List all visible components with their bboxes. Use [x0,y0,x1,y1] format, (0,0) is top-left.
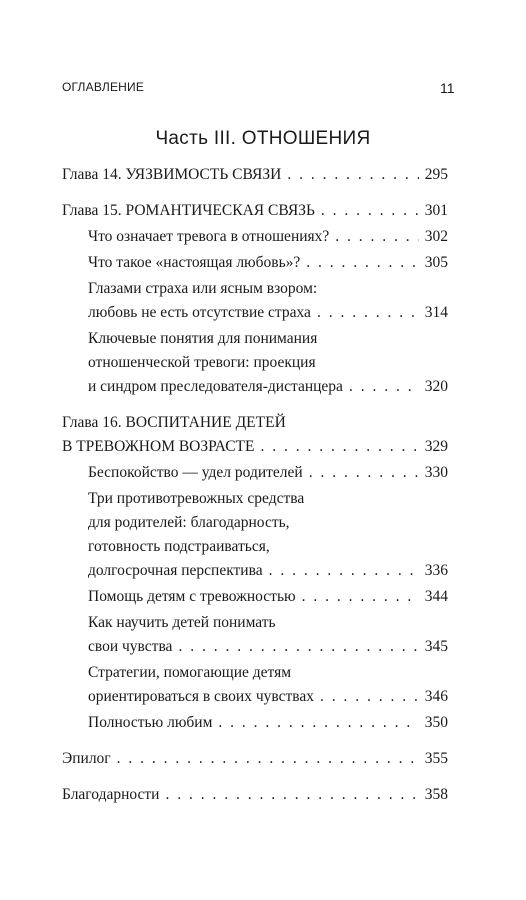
page-number: 11 [440,80,455,96]
dot-leader [309,461,419,485]
dot-leader [302,585,419,609]
table-of-contents [62,163,448,807]
dot-leader [349,375,419,399]
dot-leader [317,301,419,325]
toc-entry-title-line: Что означает тревога в отношениях? [88,228,330,245]
toc-entry-title-line: Эпилог [62,750,111,767]
toc-entry-title-line: Глазами страха или ясным взором: [88,280,318,297]
toc-page-number: 346 [424,688,448,705]
dot-leader [117,747,419,771]
toc-page-number: 302 [424,228,448,245]
toc-entry-title-line: Помощь детям с тревожностью [88,588,296,605]
toc-entry-title-line: Ключевые понятия для понимания [88,330,318,347]
dot-leader [260,435,418,459]
toc-entry-title-line: любовь не есть отсутствие страха [88,304,311,321]
toc-entry-title-line: Благодарности [62,786,160,803]
toc-page-number: 358 [424,786,448,803]
dot-leader [321,199,419,223]
toc-section-entry [62,487,448,583]
toc-section-entry [62,461,448,485]
toc-page-number: 330 [424,464,448,481]
toc-page-number: 320 [424,378,448,395]
toc-entry-title-line: Что такое «настоящая любовь»? [88,254,301,271]
part-title: Часть III. ОТНОШЕНИЯ [155,128,371,149]
dot-leader [287,163,418,187]
toc-chapter-entry [62,783,448,807]
toc-entry-title-line: Как научить детей понимать [88,614,276,631]
toc-page-number: 336 [424,562,448,579]
toc-chapter-entry [62,411,448,459]
toc-entry-title-line: Глава 14. УЯЗВИМОСТЬ СВЯЗИ [62,166,282,183]
dot-leader [306,251,418,275]
toc-entry-title-line: Беспокойство — удел родителей [88,464,303,481]
running-head: ОГЛАВЛЕНИЕ [62,80,145,94]
toc-section-entry [62,661,448,709]
toc-section-entry [62,611,448,659]
toc-entry-title-line: ориентироваться в своих чувствах [88,688,314,705]
toc-entry-title-line: Три противотревожных средства [88,490,305,507]
dot-leader [165,783,418,807]
toc-page-number: 345 [424,638,448,655]
toc-entry-title-line: В ТРЕВОЖНОМ ВОЗРАСТЕ [62,438,255,455]
toc-entry-title-line: свои чувства [88,638,173,655]
toc-entry-title-line: долгосрочная перспектива [88,562,263,579]
toc-section-entry [62,585,448,609]
toc-chapter-entry [62,199,448,223]
toc-chapter-entry [62,747,448,771]
toc-entry-title-line: Стратегии, помогающие детям [88,664,292,681]
toc-page-number: 344 [424,588,448,605]
toc-page-number: 329 [424,438,448,455]
toc-page-number: 314 [424,304,448,321]
toc-page-number: 355 [424,750,448,767]
toc-entry-title-line: и синдром преследователя-дистанцера [88,378,343,395]
toc-section-entry [62,277,448,325]
toc-section-entry [62,251,448,275]
toc-section-entry [62,225,448,249]
toc-entry-title-line: готовность подстраиваться, [88,538,270,555]
toc-entry-title-line: Полностью любим [88,714,213,731]
toc-page-number: 295 [424,166,448,183]
dot-leader [218,711,418,735]
toc-section-entry [62,327,448,399]
toc-page-number: 301 [424,202,448,219]
toc-entry-title-line: для родителей: благодарность, [88,514,290,531]
toc-section-entry [62,711,448,735]
toc-page-number: 350 [424,714,448,731]
toc-entry-title-line: Глава 16. ВОСПИТАНИЕ ДЕТЕЙ [62,414,286,431]
toc-entry-title-line: Глава 15. РОМАНТИЧЕСКАЯ СВЯЗЬ [62,202,315,219]
dot-leader [178,635,418,659]
toc-entry-title-line: отношенческой тревоги: проекция [88,354,316,371]
dot-leader [335,225,418,249]
dot-leader [320,685,419,709]
toc-page-number: 305 [424,254,448,271]
toc-chapter-entry [62,163,448,187]
dot-leader [269,559,419,583]
